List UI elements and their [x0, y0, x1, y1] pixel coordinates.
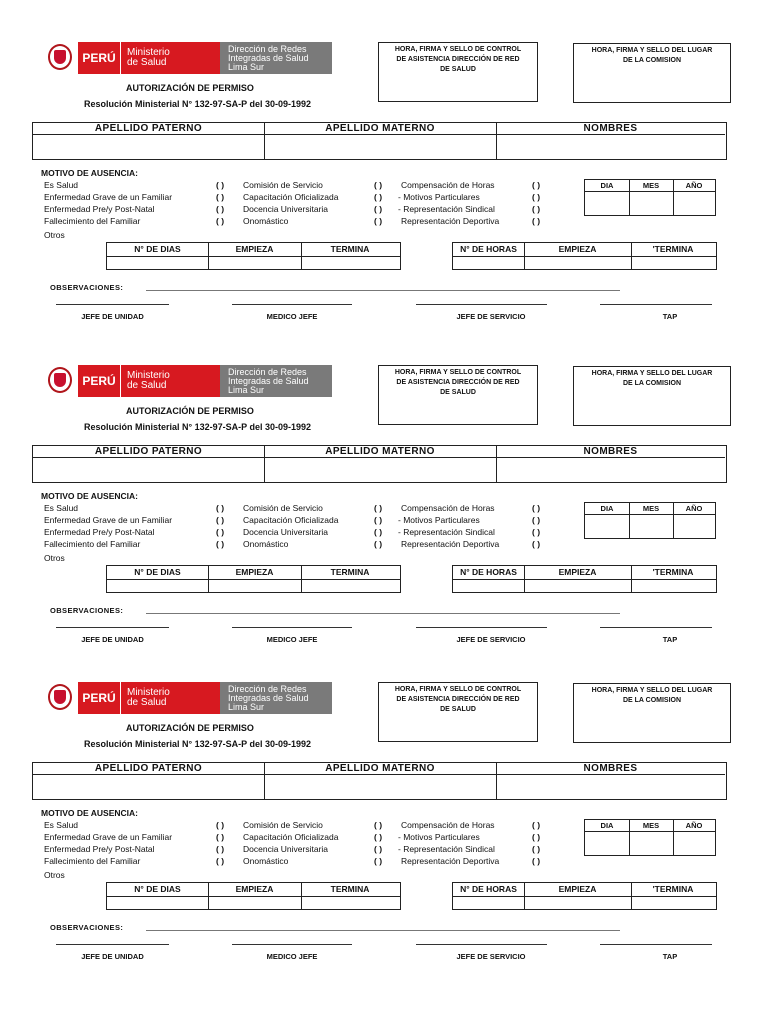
motive-union: - Representación Sindical	[398, 527, 495, 537]
motive-sports: Representación Deportiva	[401, 539, 500, 549]
ministry-label: Ministerio de Salud	[120, 42, 220, 74]
resolution-text: Resolución Ministerial N° 132-97-SA-P del 30-09-1992	[84, 99, 312, 109]
attendance-control-box[interactable]: HORA, FIRMA Y SELLO DE CONTROL DE ASISTENCIA DIRECCIÓN DE RED DE SALUD	[378, 682, 538, 742]
checkbox[interactable]: ( )	[532, 180, 541, 190]
hours-start-header: EMPIEZA	[558, 244, 597, 254]
motive-hour-compensation: Compensación de Horas	[401, 503, 495, 513]
days-end-header: TERMINA	[330, 244, 370, 254]
month-header: MES	[642, 504, 660, 513]
motive-others: Otros	[44, 870, 65, 880]
checkbox[interactable]: ( )	[532, 844, 541, 854]
chief-doctor-label: MEDICO JEFE	[266, 312, 318, 321]
motive-title: MOTIVO DE AUSENCIA:	[41, 491, 138, 501]
motive-training: Capacitación Oficializada	[243, 192, 339, 202]
form-title: AUTORIZACIÓN DE PERMISO	[126, 723, 254, 733]
hours-count-header: N° DE HORAS	[460, 567, 517, 577]
service-chief-label: JEFE DE SERVICIO	[456, 635, 526, 644]
signature-line[interactable]	[232, 944, 352, 945]
motive-essalud: Es Salud	[44, 180, 79, 190]
hours-end-header: 'TERMINA	[652, 244, 694, 254]
hours-table[interactable]	[452, 882, 717, 910]
motive-prenatal: Enfermedad Pre/y Post-Natal	[44, 844, 155, 854]
observations-label: OBSERVACIONES:	[50, 923, 124, 932]
checkbox[interactable]: ( )	[532, 820, 541, 830]
checkbox[interactable]: ( )	[532, 204, 541, 214]
signature-line[interactable]	[600, 944, 712, 945]
days-count-header: N° DE DIAS	[134, 884, 181, 894]
unit-chief-label: JEFE DE UNIDAD	[81, 635, 144, 644]
checkbox[interactable]: ( )	[216, 515, 225, 525]
checkbox[interactable]: ( )	[374, 192, 383, 202]
checkbox[interactable]: ( )	[532, 503, 541, 513]
peru-label: PERÚ	[78, 682, 120, 714]
checkbox[interactable]: ( )	[216, 832, 225, 842]
names-table	[32, 762, 727, 800]
signature-line[interactable]	[416, 944, 547, 945]
hours-table[interactable]	[452, 242, 717, 270]
days-table[interactable]	[106, 565, 401, 593]
ministry-logo	[44, 365, 336, 397]
names-header: NOMBRES	[496, 763, 725, 775]
observations-field[interactable]	[146, 930, 620, 931]
hours-count-header: N° DE HORAS	[460, 244, 517, 254]
checkbox[interactable]: ( )	[216, 844, 225, 854]
motive-personal: - Motivos Particulares	[398, 832, 480, 842]
observations-label: OBSERVACIONES:	[50, 283, 124, 292]
signature-line[interactable]	[232, 304, 352, 305]
resolution-text: Resolución Ministerial N° 132-97-SA-P del 30-09-1992	[84, 422, 312, 432]
names-field[interactable]	[497, 458, 725, 481]
form-title: AUTORIZACIÓN DE PERMISO	[126, 83, 254, 93]
checkbox[interactable]: ( )	[374, 832, 383, 842]
checkbox[interactable]: ( )	[374, 216, 383, 226]
motive-teaching: Docencia Universitaria	[243, 527, 329, 537]
motive-training: Capacitación Oficializada	[243, 515, 339, 525]
observations-label: OBSERVACIONES:	[50, 606, 124, 615]
motive-essalud: Es Salud	[44, 820, 79, 830]
hours-table[interactable]	[452, 565, 717, 593]
coat-of-arms-icon	[44, 365, 78, 397]
signature-line[interactable]	[416, 627, 547, 628]
days-table[interactable]	[106, 882, 401, 910]
paternal-surname-header: APELLIDO PATERNO	[33, 763, 264, 775]
hours-start-header: EMPIEZA	[558, 884, 597, 894]
motive-sports: Representación Deportiva	[401, 856, 500, 866]
peru-label: PERÚ	[78, 42, 120, 74]
checkbox[interactable]: ( )	[216, 216, 225, 226]
year-header: AÑO	[685, 504, 703, 513]
coat-of-arms-icon	[44, 682, 78, 714]
observations-field[interactable]	[146, 613, 620, 614]
ministry-logo	[44, 42, 336, 74]
checkbox[interactable]: ( )	[532, 527, 541, 537]
date-table[interactable]	[584, 502, 716, 539]
peru-label: PERÚ	[78, 365, 120, 397]
checkbox[interactable]: ( )	[216, 527, 225, 537]
checkbox[interactable]: ( )	[374, 820, 383, 830]
names-table	[32, 445, 727, 483]
motive-commission: Comisión de Servicio	[243, 820, 323, 830]
checkbox[interactable]: ( )	[216, 180, 225, 190]
motive-others: Otros	[44, 553, 65, 563]
signature-line[interactable]	[416, 304, 547, 305]
motive-birthday: Onomástico	[243, 216, 289, 226]
days-start-header: EMPIEZA	[235, 884, 274, 894]
motive-birthday: Onomástico	[243, 856, 289, 866]
day-header: DIA	[600, 181, 614, 190]
maternal-surname-header: APELLIDO MATERNO	[264, 446, 496, 458]
month-header: MES	[642, 181, 660, 190]
days-start-header: EMPIEZA	[235, 244, 274, 254]
motive-family-illness: Enfermedad Grave de un Familiar	[44, 192, 173, 202]
days-count-header: N° DE DIAS	[134, 244, 181, 254]
motive-training: Capacitación Oficializada	[243, 832, 339, 842]
motive-title: MOTIVO DE AUSENCIA:	[41, 168, 138, 178]
signature-line[interactable]	[600, 304, 712, 305]
motive-union: - Representación Sindical	[398, 204, 495, 214]
ministry-label: Ministerio de Salud	[120, 682, 220, 714]
names-field[interactable]	[497, 775, 725, 798]
signature-line[interactable]	[600, 627, 712, 628]
chief-doctor-label: MEDICO JEFE	[266, 952, 318, 961]
motive-birthday: Onomástico	[243, 539, 289, 549]
hours-end-header: 'TERMINA	[652, 567, 694, 577]
observations-field[interactable]	[146, 290, 620, 291]
checkbox[interactable]: ( )	[532, 515, 541, 525]
coat-of-arms-icon	[44, 42, 78, 74]
form-title: AUTORIZACIÓN DE PERMISO	[126, 406, 254, 416]
names-field[interactable]	[497, 135, 725, 158]
checkbox[interactable]: ( )	[374, 527, 383, 537]
commission-place-box[interactable]: HORA, FIRMA Y SELLO DEL LUGAR DE LA COMISION	[573, 43, 731, 103]
names-header: NOMBRES	[496, 446, 725, 458]
motive-prenatal: Enfermedad Pre/y Post-Natal	[44, 527, 155, 537]
date-table[interactable]	[584, 179, 716, 216]
service-chief-label: JEFE DE SERVICIO	[456, 952, 526, 961]
motive-teaching: Docencia Universitaria	[243, 844, 329, 854]
checkbox[interactable]: ( )	[374, 515, 383, 525]
checkbox[interactable]: ( )	[374, 844, 383, 854]
permission-form	[0, 365, 768, 685]
month-header: MES	[642, 821, 660, 830]
checkbox[interactable]: ( )	[216, 503, 225, 513]
motive-teaching: Docencia Universitaria	[243, 204, 329, 214]
motive-family-illness: Enfermedad Grave de un Familiar	[44, 832, 173, 842]
commission-place-box[interactable]: HORA, FIRMA Y SELLO DEL LUGAR DE LA COMISION	[573, 683, 731, 743]
paternal-surname-field[interactable]	[33, 775, 264, 798]
maternal-surname-field[interactable]	[265, 458, 496, 481]
day-header: DIA	[600, 821, 614, 830]
tap-label: TAP	[662, 635, 678, 644]
motive-bereavement: Fallecimiento del Familiar	[44, 539, 141, 549]
checkbox[interactable]: ( )	[532, 856, 541, 866]
hours-count-header: N° DE HORAS	[460, 884, 517, 894]
checkbox[interactable]: ( )	[374, 204, 383, 214]
permission-form	[0, 42, 768, 362]
checkbox[interactable]: ( )	[532, 192, 541, 202]
attendance-control-box[interactable]: HORA, FIRMA Y SELLO DE CONTROL DE ASISTENCIA DIRECCIÓN DE RED DE SALUD	[378, 365, 538, 425]
motive-union: - Representación Sindical	[398, 844, 495, 854]
signature-line[interactable]	[56, 304, 169, 305]
ministry-label: Ministerio de Salud	[120, 365, 220, 397]
signature-line[interactable]	[56, 627, 169, 628]
names-table	[32, 122, 727, 160]
resolution-text: Resolución Ministerial N° 132-97-SA-P del 30-09-1992	[84, 739, 312, 749]
motive-sports: Representación Deportiva	[401, 216, 500, 226]
maternal-surname-header: APELLIDO MATERNO	[264, 123, 496, 135]
paternal-surname-field[interactable]	[33, 135, 264, 158]
maternal-surname-header: APELLIDO MATERNO	[264, 763, 496, 775]
motive-hour-compensation: Compensación de Horas	[401, 180, 495, 190]
maternal-surname-field[interactable]	[265, 775, 496, 798]
checkbox[interactable]: ( )	[216, 820, 225, 830]
checkbox[interactable]: ( )	[216, 204, 225, 214]
motive-prenatal: Enfermedad Pre/y Post-Natal	[44, 204, 155, 214]
paternal-surname-header: APELLIDO PATERNO	[33, 123, 264, 135]
motive-personal: - Motivos Particulares	[398, 515, 480, 525]
days-table[interactable]	[106, 242, 401, 270]
chief-doctor-label: MEDICO JEFE	[266, 635, 318, 644]
checkbox[interactable]: ( )	[216, 539, 225, 549]
day-header: DIA	[600, 504, 614, 513]
direction-label: Dirección de Redes Integradas de Salud Lima Sur	[220, 682, 332, 714]
motive-title: MOTIVO DE AUSENCIA:	[41, 808, 138, 818]
hours-end-header: 'TERMINA	[652, 884, 694, 894]
checkbox[interactable]: ( )	[374, 539, 383, 549]
attendance-control-box[interactable]: HORA, FIRMA Y SELLO DE CONTROL DE ASISTENCIA DIRECCIÓN DE RED DE SALUD	[378, 42, 538, 102]
checkbox[interactable]: ( )	[374, 503, 383, 513]
unit-chief-label: JEFE DE UNIDAD	[81, 312, 144, 321]
checkbox[interactable]: ( )	[216, 856, 225, 866]
hours-start-header: EMPIEZA	[558, 567, 597, 577]
ministry-logo	[44, 682, 336, 714]
motive-commission: Comisión de Servicio	[243, 503, 323, 513]
year-header: AÑO	[685, 821, 703, 830]
signature-line[interactable]	[56, 944, 169, 945]
checkbox[interactable]: ( )	[532, 539, 541, 549]
service-chief-label: JEFE DE SERVICIO	[456, 312, 526, 321]
direction-label: Dirección de Redes Integradas de Salud Lima Sur	[220, 42, 332, 74]
days-count-header: N° DE DIAS	[134, 567, 181, 577]
checkbox[interactable]: ( )	[374, 180, 383, 190]
checkbox[interactable]: ( )	[216, 192, 225, 202]
signature-line[interactable]	[232, 627, 352, 628]
checkbox[interactable]: ( )	[374, 856, 383, 866]
motive-others: Otros	[44, 230, 65, 240]
checkbox[interactable]: ( )	[532, 216, 541, 226]
maternal-surname-field[interactable]	[265, 135, 496, 158]
days-start-header: EMPIEZA	[235, 567, 274, 577]
motive-bereavement: Fallecimiento del Familiar	[44, 856, 141, 866]
days-end-header: TERMINA	[330, 567, 370, 577]
tap-label: TAP	[662, 312, 678, 321]
unit-chief-label: JEFE DE UNIDAD	[81, 952, 144, 961]
permission-form	[0, 682, 768, 1002]
motive-essalud: Es Salud	[44, 503, 79, 513]
motive-bereavement: Fallecimiento del Familiar	[44, 216, 141, 226]
days-end-header: TERMINA	[330, 884, 370, 894]
motive-family-illness: Enfermedad Grave de un Familiar	[44, 515, 173, 525]
tap-label: TAP	[662, 952, 678, 961]
commission-place-box[interactable]: HORA, FIRMA Y SELLO DEL LUGAR DE LA COMISION	[573, 366, 731, 426]
year-header: AÑO	[685, 181, 703, 190]
checkbox[interactable]: ( )	[532, 832, 541, 842]
paternal-surname-header: APELLIDO PATERNO	[33, 446, 264, 458]
motive-hour-compensation: Compensación de Horas	[401, 820, 495, 830]
motive-personal: - Motivos Particulares	[398, 192, 480, 202]
date-table[interactable]	[584, 819, 716, 856]
direction-label: Dirección de Redes Integradas de Salud Lima Sur	[220, 365, 332, 397]
names-header: NOMBRES	[496, 123, 725, 135]
motive-commission: Comisión de Servicio	[243, 180, 323, 190]
paternal-surname-field[interactable]	[33, 458, 264, 481]
